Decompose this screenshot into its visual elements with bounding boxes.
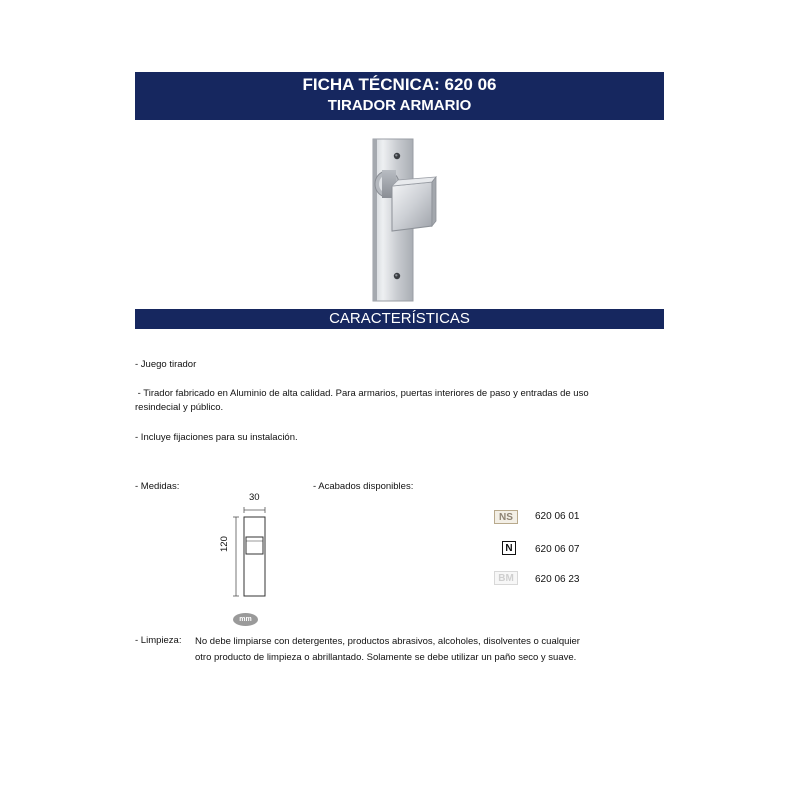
measures-label: - Medidas: <box>135 481 180 492</box>
finish-code: 620 06 01 <box>535 511 580 522</box>
unit-badge: mm <box>233 613 258 626</box>
cleaning-text: No debe limpiarse con detergentes, productos abrasivos, alcoholes, disolventes o cualquier otro producto de limpieza o abrillantado. Solamente se debe utilizar un paño seco y suave. <box>195 636 580 663</box>
sheet-title: FICHA TÉCNICA: 620 06 <box>302 75 497 94</box>
finish-badge-ns: NS <box>494 510 518 524</box>
finish-code: 620 06 23 <box>535 574 580 585</box>
product-name: TIRADOR ARMARIO <box>327 97 472 114</box>
header-banner <box>135 72 664 120</box>
width-dimension: 30 <box>249 492 260 503</box>
features-section-header <box>135 309 664 329</box>
finish-badge-n: N <box>502 541 516 555</box>
finish-code: 620 06 07 <box>535 544 580 555</box>
feature-item: - Tirador fabricado en Aluminio de alta calidad. Para armarios, puertas interiores de paso y entradas de uso resindecial y público. <box>135 388 592 413</box>
finish-badge-bm: BM <box>494 571 518 585</box>
height-dimension <box>219 536 230 552</box>
feature-item: - Incluye fijaciones para su instalación. <box>135 432 298 443</box>
cleaning-label: - Limpieza: <box>135 635 182 646</box>
feature-item: - Juego tirador <box>135 359 197 370</box>
handle-product-image <box>360 136 450 304</box>
finishes-label: - Acabados disponibles: <box>313 481 414 492</box>
height-dimension-value: 120 <box>219 536 230 552</box>
section-title: CARACTERÍSTICAS <box>329 310 470 327</box>
